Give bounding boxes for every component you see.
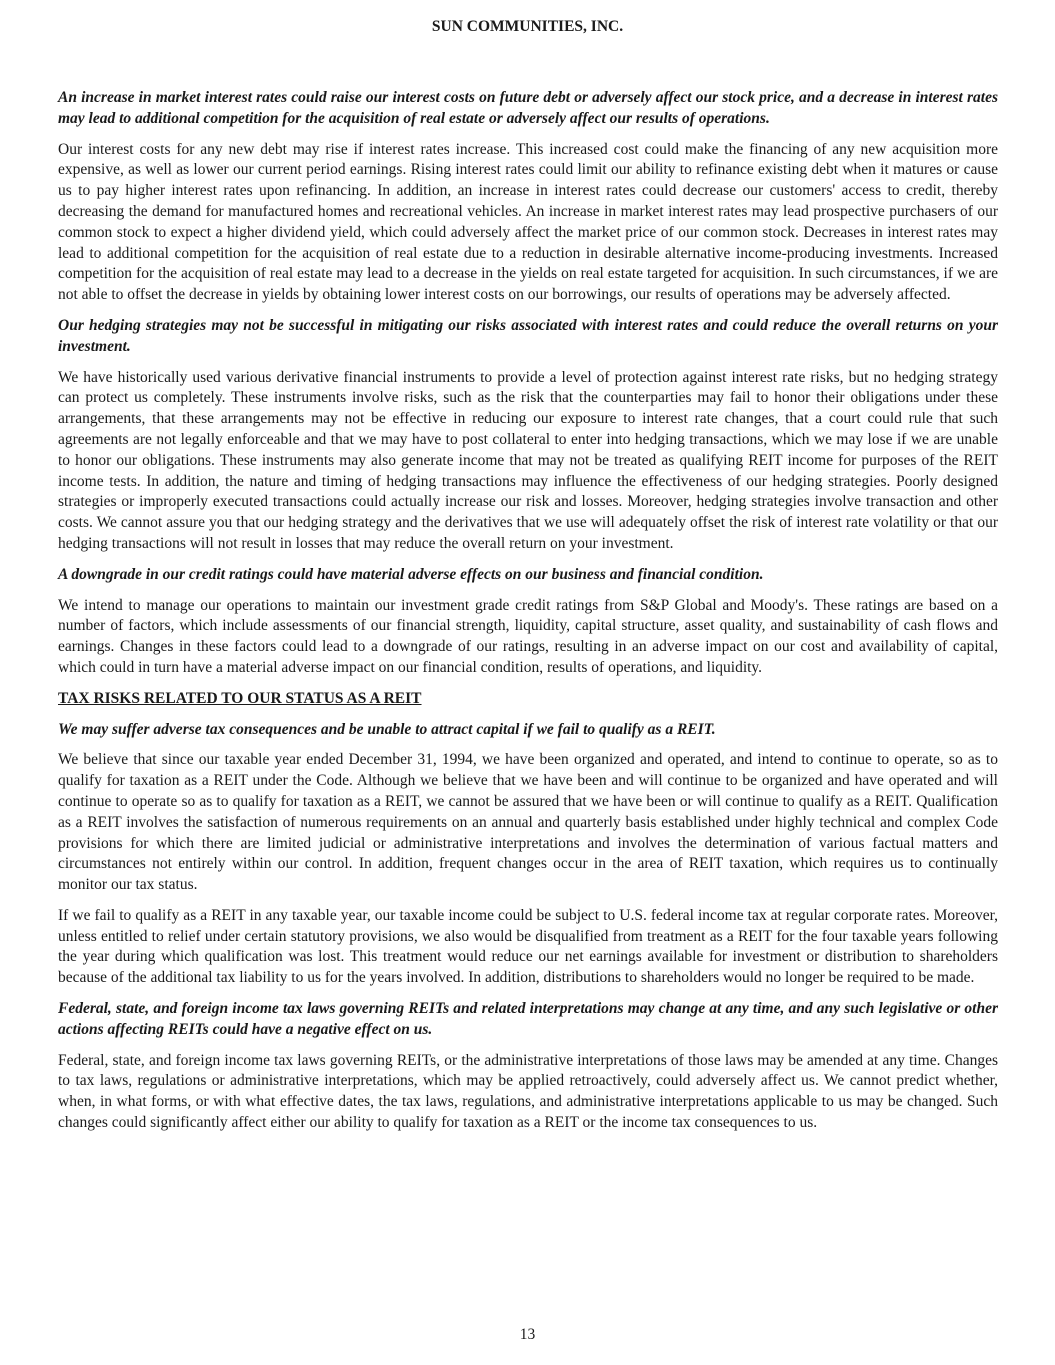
risk-heading-reit-qualification: We may suffer adverse tax consequences and be unable to attract capital if we fail to qualify as a REIT. [58, 720, 716, 738]
paragraph-credit-ratings: We intend to manage our operations to maintain our investment grade credit ratings from S&P Global and Moody's. These ratings are based on a number of factors, which include assessments of our financial strength, liquidity, capital structure, asset quality, and sustainability of cash flows and earnings. Changes in these factors could lead to a downgrade of our ratings, resulting in an adverse impact on our cost and availability of capital, which could in turn have a material adverse impact on our financial condition, results of operations, and liquidity. [58, 596, 998, 676]
document-body [58, 88, 998, 1144]
paragraph-reit-failure: If we fail to qualify as a REIT in any taxable year, our taxable income could be subject to U.S. federal income tax at regular corporate rates. Moreover, unless entitled to relief under certain statutory provisions, we also would be disqualified from treatment as a REIT for the four taxable years following the year during which qualification was lost. This treatment would reduce our net earnings available for investment or distribution to shareholders because of the additional tax liability to us for the years involved. In addition, distributions to shareholders would no longer be required to be made. [58, 906, 998, 987]
section-title-tax-risks: TAX RISKS RELATED TO OUR STATUS AS A REIT [58, 689, 422, 707]
paragraph-tax-law-changes: Federal, state, and foreign income tax laws governing REITs, or the administrative interpretations of those laws may be amended at any time. Changes to tax laws, regulations or administrative interpretations, which may be applied retroactively, could adversely affect us. We cannot predict whether, when, in what forms, or with what effective dates, the tax laws, regulations, and administrative interpretations applicable to us may be changed. Such changes could significantly affect either our ability to qualify for taxation as a REIT or the income tax consequences to us. [58, 1051, 998, 1132]
risk-heading-interest-rates: An increase in market interest rates could raise our interest costs on future debt or adversely affect our stock price, and a decrease in interest rates may lead to additional competition for the acquisition of real estate or adversely affect our results of operations. [58, 89, 998, 127]
page-number: 13 [519, 1326, 536, 1343]
risk-heading-tax-law-changes: Federal, state, and foreign income tax laws governing REITs and related interpretations may change at any time, and any such legislative or other actions affecting REITs could have a negative effect on us. [58, 1000, 998, 1038]
risk-heading-credit-ratings: A downgrade in our credit ratings could have material adverse effects on our business and financial condition. [58, 565, 764, 583]
risk-heading-hedging: Our hedging strategies may not be successful in mitigating our risks associated with interest rates and could reduce the overall returns on your investment. [58, 316, 998, 355]
paragraph-interest-costs: Our interest costs for any new debt may rise if interest rates increase. This increased cost could make the financing of any new acquisition more expensive, as well as lower our current period earnings. Rising interest rates could limit our ability to refinance existing debt when it matures or cause us to pay higher interest rates upon refinancing. In addition, an increase in interest rates could decrease our customers' access to credit, thereby decreasing the demand for manufactured homes and recreational vehicles. An increase in market interest rates may lead prospective purchasers of our common stock to expect a higher dividend yield, which could adversely affect the market price of our common stock. Decreases in interest rates may lead to additional competition for the acquisition of real estate due to a reduction in desirable alternative income-producing investments. Increased competition for the acquisition of real estate may lead to a decrease in the yields on real estate targeted for acquisition. In such circumstances, if we are not able to offset the decrease in yields by obtaining lower interest costs on our borrowings, our results of operations may be adversely affected. [58, 140, 998, 304]
page-header: SUN COMMUNITIES, INC. [431, 18, 624, 35]
paragraph-hedging: We have historically used various derivative financial instruments to provide a level of protection against interest rate risks, but no hedging strategy can protect us completely. These instruments involve risks, such as the risk that the counterparties may fail to honor their obligations under these arrangements, that these arrangements may not be effective in reducing our exposure to interest rate changes, that a court could rule that such agreements are not legally enforceable and that we may have to post collateral to enter into hedging transactions, which we may lose if we are unable to honor our obligations. These instruments may also generate income that may not be treated as qualifying REIT income for purposes of the REIT income tests. In addition, the nature and timing of hedging transactions may influence the effectiveness of our hedging strategies. Poorly designed strategies or improperly executed transactions could actually increase our risk and losses. Moreover, hedging strategies involve transaction and other costs. We cannot assure you that our hedging strategy and the derivatives that we use will adequately offset the risk of interest rate volatility or that our hedging transactions will not result in losses that may reduce the overall return on your investment. [58, 368, 998, 552]
paragraph-reit-qualification: We believe that since our taxable year ended December 31, 1994, we have been organized and operated, and intend to continue to operate, so as to qualify for taxation as a REIT under the Code. Although we believe that we have been and will continue to be organized and have operated and will continue to operate so as to qualify for taxation as a REIT, we cannot be assured that we have been or will continue to qualify as a REIT. Qualification as a REIT involves the satisfaction of numerous requirements on an annual and quarterly basis established under highly technical and complex Code provisions for which there are limited judicial or administrative interpretations and involves the determination of various factual matters and circumstances not entirely within our control. In addition, frequent changes occur in the area of REIT taxation, which requires us to continually monitor our tax status. [58, 751, 998, 894]
